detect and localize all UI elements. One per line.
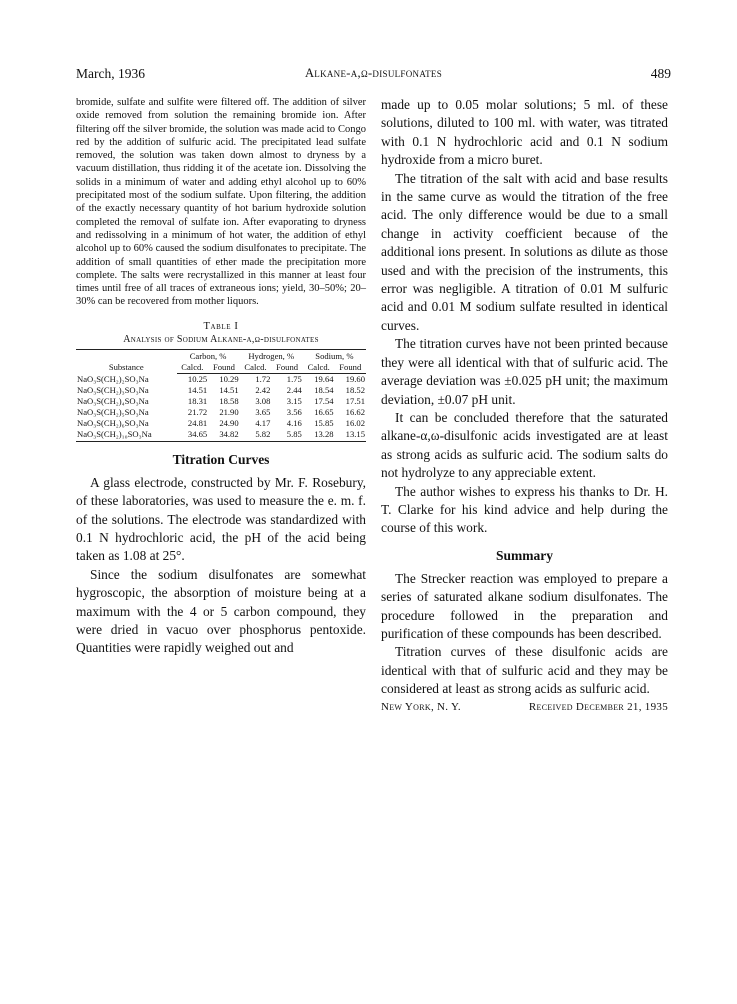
substance-cell: NaO₃S(CH₂)₅SO₃Na: [77, 406, 149, 417]
analysis-table: [76, 349, 366, 442]
value-cell: 4.17: [255, 417, 271, 428]
value-cell: 34.82: [208, 429, 239, 442]
summary-title: Summary: [496, 547, 553, 563]
found-header: Found: [271, 362, 302, 374]
found-header: Found: [208, 362, 239, 374]
value-cell: 21.90: [219, 406, 239, 417]
issue-date: March, 1936: [76, 66, 145, 81]
summary-paragraph: Titration curves of these disulfonic acids are identical with that of sulfuric acid and they may be considered at least as strong acids as sulfuric acid.: [381, 644, 668, 697]
value-cell: 17.51: [345, 395, 365, 406]
experimental-paragraph: bromide, sulfate and sulfite were filtered off. The addition of silver oxide removed from solution the remaining bromide ion. After filtering off the silver bromide, the solution was made acid to Congo red by the addition of sulfuric acid. The precipitated lead sulfate removed, the solution was taken down almost to dryness by a vacuum distillation, thus ridding it of the acetate ion. Dissolving the solids in a minimum of water and adding ethyl alcohol up to 60% precipitated most of the sodium sulfate. Upon filtering, the addition of the exactly necessary quantity of hot barium hydroxide solution completed the removal of sulfate ion. After evaporating to dryness and redissolving in a minimum of hot water, the addition of ethyl alcohol up to 60% caused the sodium disulfonates to precipitate. The addition of small quantities of ether made the precipitation more complete. The salts were recrystallized in this manner at least four times until free of all traces of extraneous ions; yield, 30–50%; 20–30% can be recovered from mother liquors.: [76, 97, 366, 308]
found-header: Found: [335, 362, 366, 374]
substance-cell: NaO₃S(CH₂)₂SO₃Na: [77, 373, 149, 384]
right-column: [381, 96, 668, 713]
value-cell: 18.31: [187, 395, 208, 406]
value-cell: 3.15: [286, 395, 302, 406]
value-cell: 10.29: [219, 373, 239, 384]
value-cell: 1.75: [286, 373, 302, 384]
calcd-header: Calcd.: [303, 362, 335, 374]
substance-cell: NaO₃S(CH₂)₆SO₃Na: [77, 417, 149, 428]
acknowledgment-paragraph: The author wishes to express his thanks to Dr. H. T. Clarke for his kind advice and help during the course of this work.: [381, 483, 668, 536]
calcd-header: Calcd.: [177, 362, 209, 374]
substance-cell: NaO₃S(CH₂)₄SO₃Na: [77, 395, 149, 406]
body-paragraph: made up to 0.05 molar solutions; 5 ml. of these solutions, diluted to 100 ml. with water, was titrated with 0.1 N hydrochloric acid and 0.1 N sodium hydroxide from a micro buret.: [381, 97, 668, 168]
sodium-header: Sodium, %: [303, 349, 366, 362]
body-paragraph: Since the sodium disulfonates are somewhat hygroscopic, the absorption of moisture being at a maximum with the 4 or 5 carbon compound, they were dried in vacuo over phosphorus pentoxide. Quantities were rapidly weighed out and: [76, 566, 366, 656]
value-cell: 19.64: [314, 373, 334, 384]
value-cell: 18.52: [345, 384, 365, 395]
table-row: [76, 429, 366, 442]
substance-cell: NaO₃S(CH₂)₁₀SO₃Na: [76, 429, 177, 442]
value-cell: 10.25: [187, 373, 208, 384]
table-row: [76, 385, 366, 396]
running-title: Alkane-α,ω-disulfonates: [304, 66, 443, 80]
signature-line: [381, 701, 668, 713]
value-cell: 14.51: [219, 384, 239, 395]
analysis-table-body: [76, 373, 366, 441]
section-title: Titration Curves: [172, 451, 270, 467]
value-cell: 16.65: [314, 406, 334, 417]
table-row: [76, 418, 366, 429]
value-cell: 17.54: [314, 395, 334, 406]
substance-header: Substance: [76, 349, 177, 373]
value-cell: 2.44: [286, 384, 302, 395]
table-row: [76, 396, 366, 407]
value-cell: 5.82: [240, 429, 272, 442]
value-cell: 1.72: [255, 373, 271, 384]
value-cell: 14.51: [187, 384, 208, 395]
received-date: Received December 21, 1935: [528, 700, 668, 713]
calcd-header: Calcd.: [240, 362, 272, 374]
value-cell: 34.65: [177, 429, 209, 442]
value-cell: 24.81: [187, 417, 208, 428]
running-header: [76, 66, 671, 86]
location: New York, N. Y.: [381, 700, 461, 713]
carbon-header: Carbon, %: [177, 349, 240, 362]
value-cell: 24.90: [219, 417, 239, 428]
value-cell: 5.85: [271, 429, 302, 442]
value-cell: 16.02: [345, 417, 365, 428]
body-paragraph: The titration curves have not been printed because they were all identical with that of sulfuric acid. The average deviation was ±0.025 pH unit; the maximum deviation, ±0.07 pH unit.: [381, 336, 668, 407]
value-cell: 3.56: [286, 406, 302, 417]
value-cell: 2.42: [255, 384, 271, 395]
table-row: [76, 407, 366, 418]
body-paragraph: It can be concluded therefore that the saturated alkane-α,ω-disulfonic acids investigated are at least as strong acids as sulfuric acid. The sodium salts do not hydrolyze to any appreciable extent.: [381, 409, 668, 481]
body-paragraph: A glass electrode, constructed by Mr. F. Rosebury, of these laboratories, was used to measure the e. m. f. of the solutions. The electrode was standardized with 0.1 N hydrochloric acid, the pH of the acid being taken as 1.08 at 25°.: [76, 474, 366, 564]
value-cell: 15.85: [314, 417, 334, 428]
table-row: [76, 373, 366, 385]
table-caption: Table I: [203, 320, 239, 332]
value-cell: 18.58: [219, 395, 239, 406]
value-cell: 19.60: [345, 373, 365, 384]
value-cell: 4.16: [286, 417, 302, 428]
value-cell: 13.28: [303, 429, 335, 442]
body-paragraph: The titration of the salt with acid and base results in the same curve as would the titration of the free acid. The only difference would be due to a small change in activity coefficient because of the additional ions present. In solutions as dilute as those used and with the precision of the instruments, this error was negligible. A titration of 0.01 M sulfuric acid and 0.01 M sodium sulfate resulted in identical curves.: [381, 170, 668, 333]
left-column: [76, 96, 366, 658]
summary-paragraph: The Strecker reaction was employed to prepare a series of saturated alkane sodium disulfonates. The procedure followed in the preparation and purification of these compounds has been described.: [381, 570, 668, 641]
value-cell: 3.08: [255, 395, 271, 406]
value-cell: 21.72: [187, 406, 208, 417]
table-title: Analysis of Sodium Alkane-α,ω-disulfonates: [123, 333, 319, 345]
value-cell: 18.54: [314, 384, 334, 395]
value-cell: 3.65: [255, 406, 271, 417]
page-number: 489: [650, 66, 671, 81]
value-cell: 13.15: [335, 429, 366, 442]
hydrogen-header: Hydrogen, %: [240, 349, 303, 362]
substance-cell: NaO₃S(CH₂)₃SO₃Na: [77, 384, 149, 395]
value-cell: 16.62: [345, 406, 365, 417]
